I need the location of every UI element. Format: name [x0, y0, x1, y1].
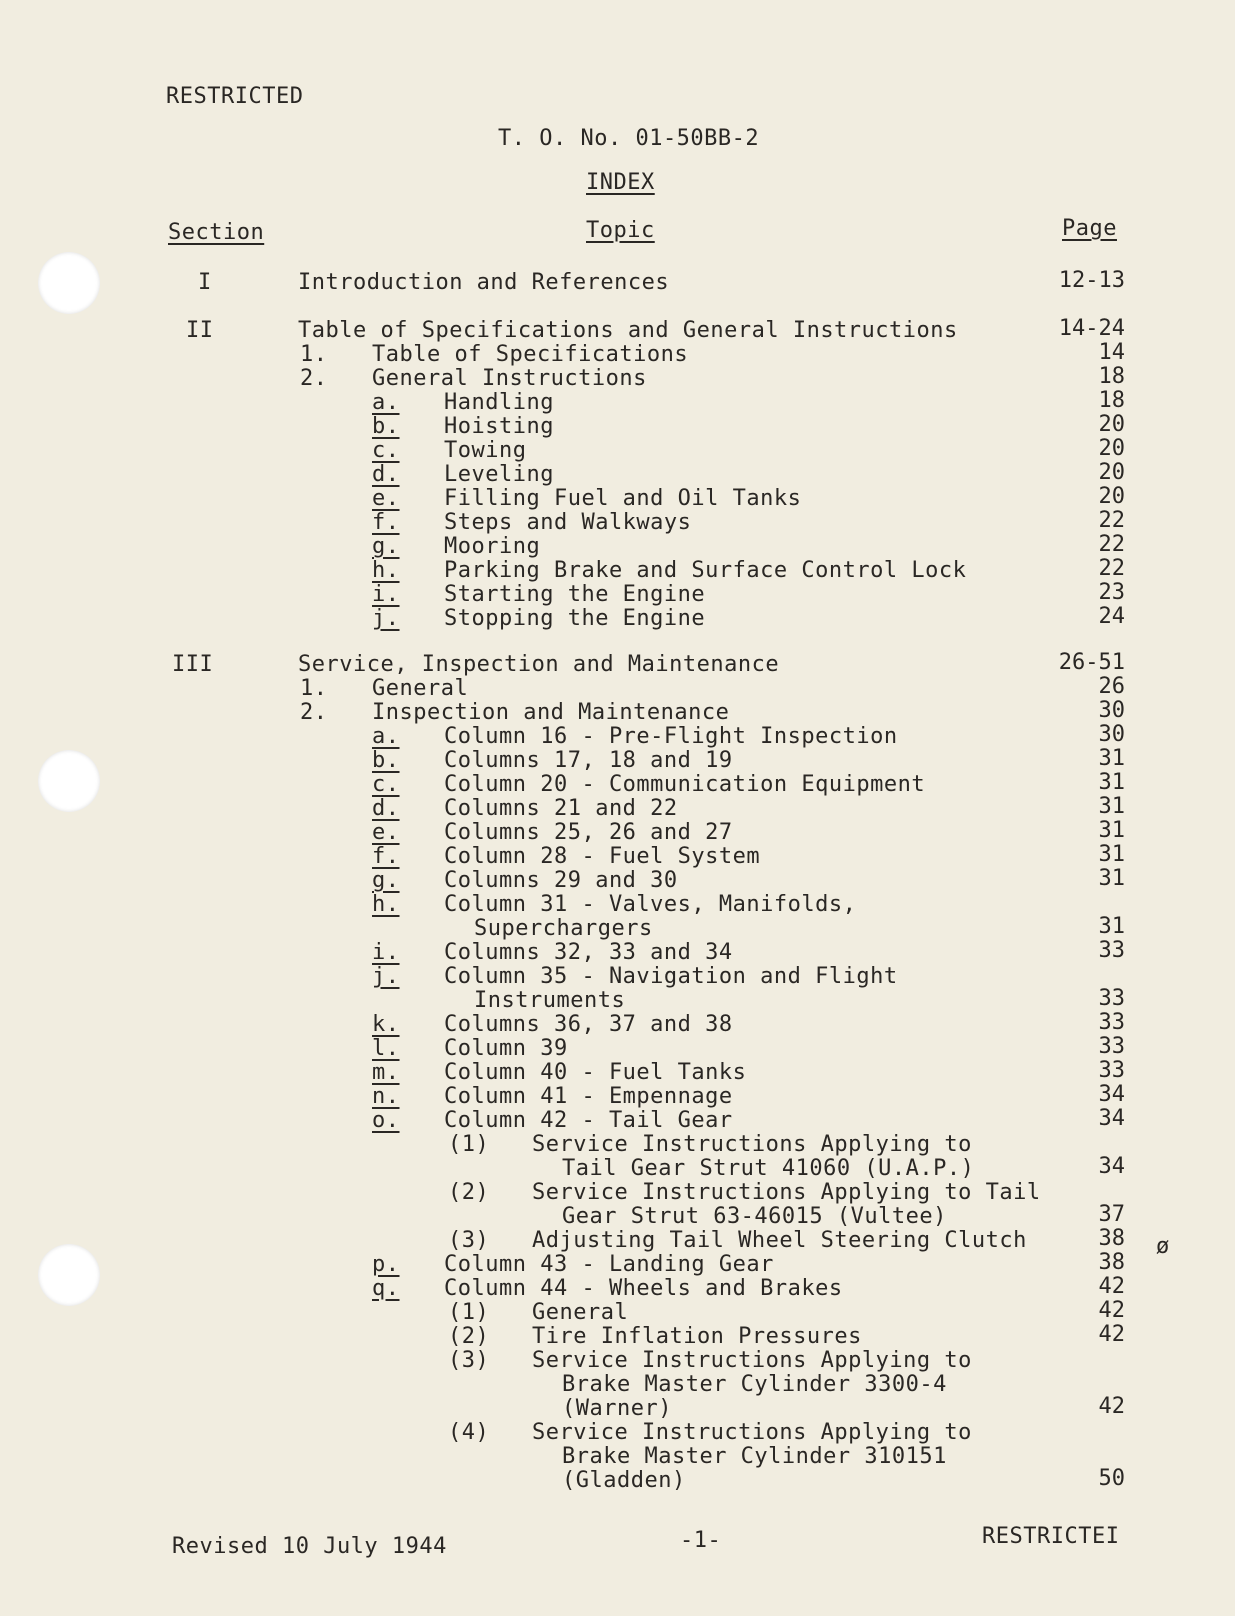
entry-number: n. — [372, 1084, 400, 1109]
entry-page: 33 — [1098, 1058, 1125, 1083]
entry-number: d. — [372, 462, 400, 487]
entry-number: a. — [372, 724, 400, 749]
entry-page: 31 — [1098, 770, 1125, 795]
entry-topic: Filling Fuel and Oil Tanks — [444, 486, 802, 511]
entry-number: l. — [372, 1036, 400, 1061]
entry-topic: Column 40 - Fuel Tanks — [444, 1060, 747, 1085]
entry-topic: Column 44 - Wheels and Brakes — [444, 1276, 843, 1301]
to-number: T. O. No. 01-50BB-2 — [498, 126, 760, 151]
entry-topic: Column 28 - Fuel System — [444, 844, 761, 869]
entry-topic: Tail Gear Strut 41060 (U.A.P.) — [562, 1156, 975, 1181]
entry-topic: General — [532, 1300, 629, 1325]
entry-topic: General Instructions — [372, 366, 647, 391]
entry-page: 42 — [1098, 1322, 1125, 1347]
page-number: -1- — [680, 1528, 722, 1553]
entry-number: 2. — [300, 700, 328, 725]
entry-page: 42 — [1098, 1274, 1125, 1299]
entry-page: 42 — [1098, 1298, 1125, 1323]
entry-topic: Columns 29 and 30 — [444, 868, 678, 893]
entry-page: 50 — [1098, 1466, 1125, 1491]
entry-page: 33 — [1098, 938, 1125, 963]
entry-topic: Table of Specifications — [372, 342, 689, 367]
entry-topic: Column 41 - Empennage — [444, 1084, 733, 1109]
entry-number: j. — [372, 606, 400, 631]
entry-page: 34 — [1098, 1082, 1125, 1107]
entry-topic: Gear Strut 63-46015 (Vultee) — [562, 1204, 947, 1229]
entry-number: (3) — [448, 1228, 490, 1253]
entry-topic: Column 35 - Navigation and Flight — [444, 964, 898, 989]
entry-page: 38 — [1098, 1226, 1125, 1251]
entry-number: g. — [372, 868, 400, 893]
entry-page: 38 — [1098, 1250, 1125, 1275]
entry-number: (1) — [448, 1300, 490, 1325]
entry-page: 14 — [1098, 340, 1125, 365]
entry-page: 34 — [1098, 1106, 1125, 1131]
entry-topic: Columns 21 and 22 — [444, 796, 678, 821]
entry-number: e. — [372, 486, 400, 511]
entry-topic: (Gladden) — [562, 1468, 686, 1493]
entry-topic: Stopping the Engine — [444, 606, 706, 631]
entry-topic: General — [372, 676, 469, 701]
entry-topic: Towing — [444, 438, 527, 463]
entry-number: k. — [372, 1012, 400, 1037]
entry-number: c. — [372, 772, 400, 797]
revision-date: Revised 10 July 1944 — [172, 1534, 447, 1559]
entry-page: 31 — [1098, 794, 1125, 819]
entry-page: 23 — [1098, 580, 1125, 605]
entry-topic: Parking Brake and Surface Control Lock — [444, 558, 967, 583]
entry-page: 14-24 — [1058, 316, 1125, 341]
entry-topic: Hoisting — [444, 414, 554, 439]
entry-page: 24 — [1098, 604, 1125, 629]
entry-topic: Instruments — [474, 988, 626, 1013]
entry-number: i. — [372, 582, 400, 607]
entry-topic: Brake Master Cylinder 310151 — [562, 1444, 947, 1469]
entry-topic: Column 39 — [444, 1036, 568, 1061]
entry-page: 42 — [1098, 1394, 1125, 1419]
entry-page: 31 — [1098, 746, 1125, 771]
section-number: III — [172, 652, 214, 677]
entry-page: 31 — [1098, 842, 1125, 867]
entry-topic: Starting the Engine — [444, 582, 706, 607]
entry-page: 37 — [1098, 1202, 1125, 1227]
entry-page: 33 — [1098, 1010, 1125, 1035]
entry-page: 30 — [1098, 698, 1125, 723]
classification-footer: RESTRICTEI — [982, 1524, 1120, 1549]
entry-topic: Leveling — [444, 462, 554, 487]
entry-page: 22 — [1098, 508, 1125, 533]
entry-number: a. — [372, 390, 400, 415]
entry-topic: Service Instructions Applying to — [532, 1420, 972, 1445]
entry-number: b. — [372, 748, 400, 773]
entry-number: c. — [372, 438, 400, 463]
entry-topic: Handling — [444, 390, 554, 415]
entry-topic: Service Instructions Applying to — [532, 1132, 972, 1157]
entry-number: (3) — [448, 1348, 490, 1373]
punch-hole — [38, 1244, 100, 1306]
entry-number: (2) — [448, 1324, 490, 1349]
entry-topic: Column 31 - Valves, Manifolds, — [444, 892, 857, 917]
entry-topic: Brake Master Cylinder 3300-4 — [562, 1372, 947, 1397]
margin-mark: ø — [1156, 1234, 1170, 1259]
index-title: INDEX — [586, 170, 655, 195]
entry-number: h. — [372, 558, 400, 583]
entry-number: e. — [372, 820, 400, 845]
entry-page: 18 — [1098, 364, 1125, 389]
column-header-topic: Topic — [586, 218, 655, 243]
entry-topic: Service, Inspection and Maintenance — [298, 652, 780, 677]
entry-topic: Inspection and Maintenance — [372, 700, 730, 725]
entry-topic: Columns 32, 33 and 34 — [444, 940, 733, 965]
entry-number: i. — [372, 940, 400, 965]
entry-topic: Column 16 - Pre-Flight Inspection — [444, 724, 898, 749]
entry-page: 31 — [1098, 866, 1125, 891]
entry-number: p. — [372, 1252, 400, 1277]
entry-topic: Adjusting Tail Wheel Steering Clutch — [532, 1228, 1027, 1253]
entry-number: h. — [372, 892, 400, 917]
entry-number: (2) — [448, 1180, 490, 1205]
entry-number: 1. — [300, 676, 328, 701]
column-header-page: Page — [1062, 216, 1117, 241]
classification-header: RESTRICTED — [166, 84, 304, 109]
entry-page: 20 — [1098, 484, 1125, 509]
entry-topic: Introduction and References — [298, 270, 670, 295]
entry-page: 18 — [1098, 388, 1125, 413]
entry-number: b. — [372, 414, 400, 439]
entry-topic: Service Instructions Applying to — [532, 1348, 972, 1373]
entry-topic: Mooring — [444, 534, 541, 559]
entry-page: 33 — [1098, 986, 1125, 1011]
entry-number: 2. — [300, 366, 328, 391]
entry-number: 1. — [300, 342, 328, 367]
entry-topic: Columns 36, 37 and 38 — [444, 1012, 733, 1037]
punch-hole — [38, 252, 100, 314]
entry-page: 20 — [1098, 436, 1125, 461]
entry-page: 33 — [1098, 1034, 1125, 1059]
entry-page: 31 — [1098, 914, 1125, 939]
entry-topic: (Warner) — [562, 1396, 672, 1421]
entry-topic: Table of Specifications and General Instructions — [298, 318, 958, 343]
entry-number: g. — [372, 534, 400, 559]
column-header-section: Section — [168, 220, 265, 245]
entry-number: q. — [372, 1276, 400, 1301]
section-number: I — [198, 270, 212, 295]
entry-number: f. — [372, 510, 400, 535]
entry-topic: Tire Inflation Pressures — [532, 1324, 862, 1349]
entry-page: 12-13 — [1058, 268, 1125, 293]
entry-topic: Service Instructions Applying to Tail — [532, 1180, 1041, 1205]
entry-number: o. — [372, 1108, 400, 1133]
entry-topic: Columns 17, 18 and 19 — [444, 748, 733, 773]
entry-number: j. — [372, 964, 400, 989]
entry-page: 22 — [1098, 556, 1125, 581]
entry-page: 26 — [1098, 674, 1125, 699]
entry-page: 34 — [1098, 1154, 1125, 1179]
entry-number: (4) — [448, 1420, 490, 1445]
entry-number: m. — [372, 1060, 400, 1085]
entry-number: d. — [372, 796, 400, 821]
section-number: II — [186, 318, 214, 343]
entry-page: 20 — [1098, 412, 1125, 437]
entry-page: 30 — [1098, 722, 1125, 747]
punch-hole — [38, 750, 100, 812]
entry-number: (1) — [448, 1132, 490, 1157]
entry-topic: Steps and Walkways — [444, 510, 692, 535]
entry-page: 26-51 — [1058, 650, 1125, 675]
entry-topic: Column 42 - Tail Gear — [444, 1108, 733, 1133]
entry-topic: Superchargers — [474, 916, 653, 941]
entry-topic: Column 20 - Communication Equipment — [444, 772, 926, 797]
entry-page: 20 — [1098, 460, 1125, 485]
entry-topic: Column 43 - Landing Gear — [444, 1252, 774, 1277]
entry-topic: Columns 25, 26 and 27 — [444, 820, 733, 845]
entry-page: 22 — [1098, 532, 1125, 557]
entry-page: 31 — [1098, 818, 1125, 843]
entry-number: f. — [372, 844, 400, 869]
